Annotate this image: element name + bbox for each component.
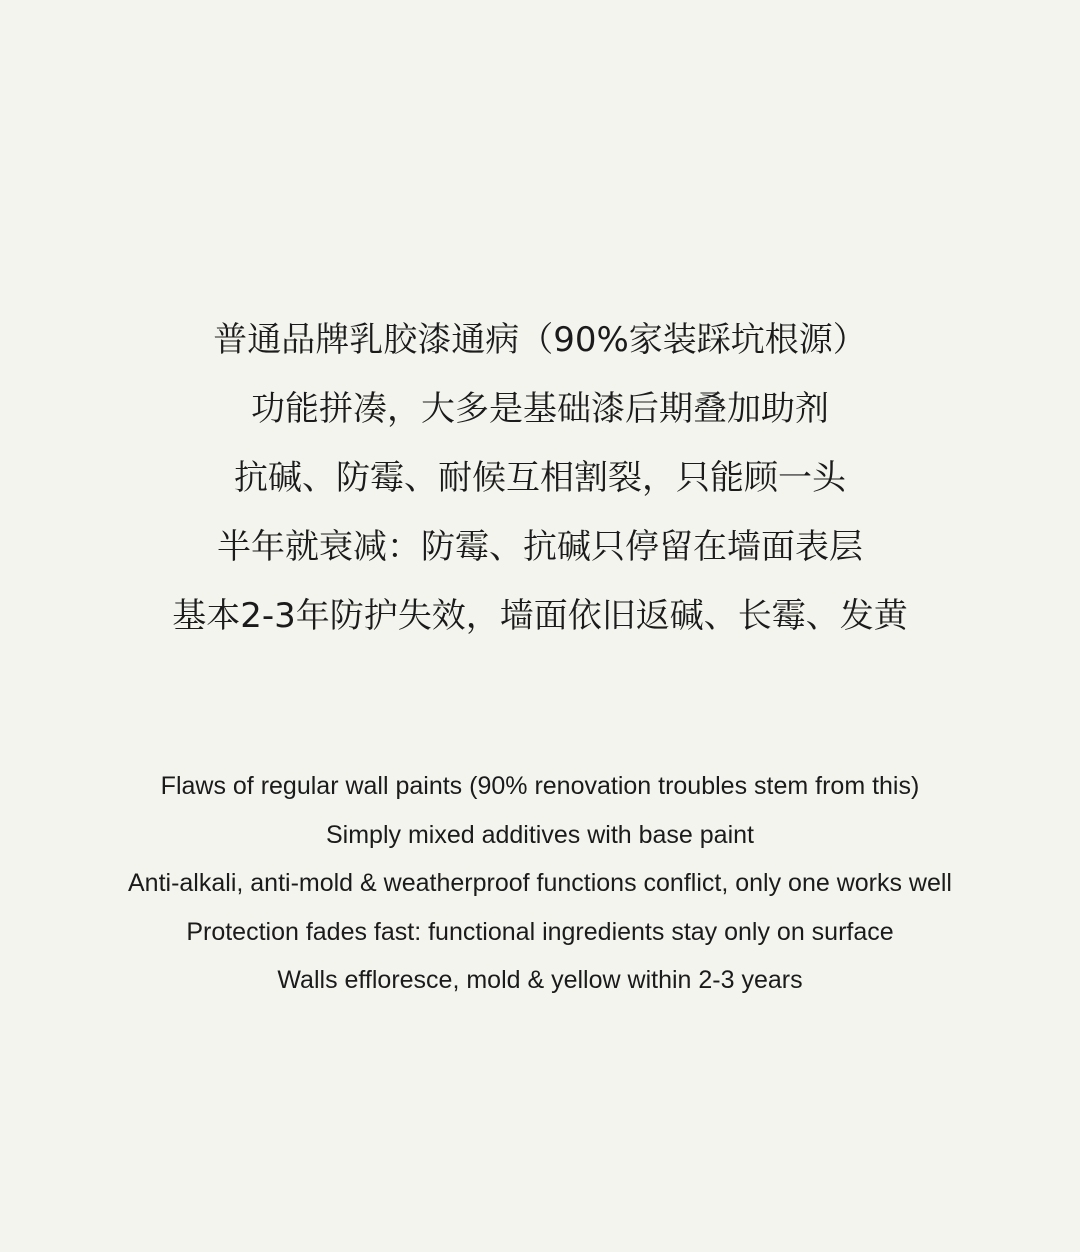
chinese-line-functions-mixed: 功能拼凑，大多是基础漆后期叠加助剂: [251, 389, 829, 429]
english-text-block: [0, 762, 1080, 1005]
chinese-heading: 普通品牌乳胶漆通病（90%家装踩坑根源）: [213, 320, 867, 360]
english-line-fades: Protection fades fast: functional ingredients stay only on surface: [186, 917, 894, 946]
chinese-line-conflict: 抗碱、防霉、耐候互相割裂，只能顾一头: [234, 458, 846, 498]
chinese-line-failure: 基本2-3年防护失效，墙面依旧返碱、长霉、发黄: [172, 596, 908, 636]
english-line-conflict: Anti-alkali, anti-mold & weatherproof functions conflict, only one works well: [128, 869, 952, 897]
chinese-line-fades: 半年就衰减：防霉、抗碱只停留在墙面表层: [217, 527, 863, 567]
english-line-failure: Walls effloresce, mold & yellow within 2-3 years: [277, 966, 803, 994]
english-heading: Flaws of regular wall paints (90% renovation troubles stem from this): [160, 772, 920, 800]
english-line-mixed-additives: Simply mixed additives with base paint: [326, 820, 754, 849]
chinese-text-block: [0, 306, 1080, 651]
